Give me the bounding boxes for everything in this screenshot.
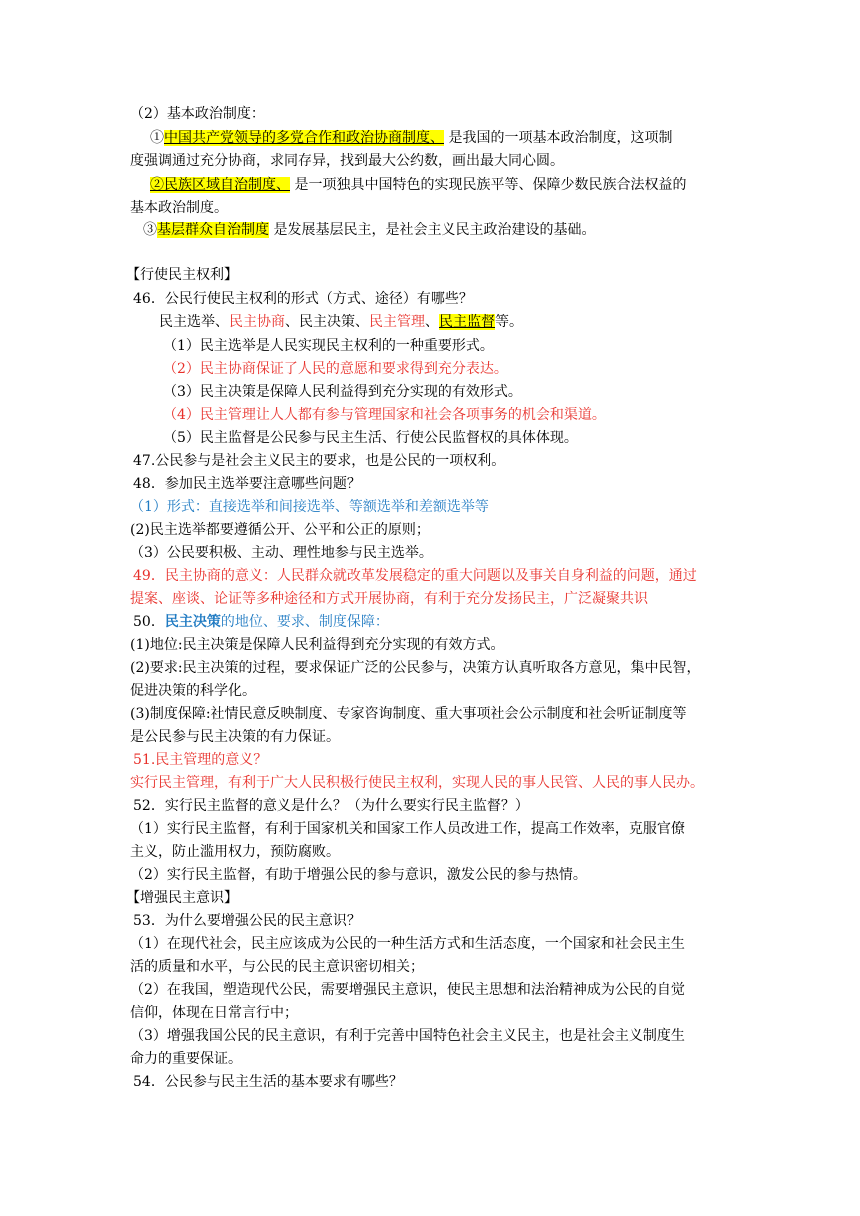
item-number: ③ [143,222,157,238]
answer-53-2-cont: 信仰，体现在日常言行中； [130,1005,298,1021]
question-52: 52．实行民主监督的意义是什么？（为什么要实行民主监督？） [133,798,529,814]
list-item-consultation: （2）民主协商保证了人民的意愿和要求得到充分表达。 [163,361,508,377]
paragraph-continuation: 基本政治制度。 [130,200,228,216]
answer-text: 民主选举、 [159,314,229,330]
highlighted-term: 基层群众自治制度 [157,222,269,238]
question-48: 48．参加民主选举要注意哪些问题？ [133,476,361,492]
question-46: 46．公民行使民主权利的形式（方式、途径）有哪些？ [133,291,473,307]
section-heading-democratic-awareness: 【增强民主意识】 [126,890,238,906]
question-53: 53．为什么要增强公民的民主意识？ [133,913,361,929]
answer-50-requirements: (2)要求:民主决策的过程，要求保证广泛的公民参与，决策方认真听取各方意见，集中民智， [130,660,701,676]
question-51: 51.民主管理的意义？ [133,752,268,768]
answer-53-3-cont: 命力的重要保证。 [130,1051,242,1067]
question-54: 54．公民参与民主生活的基本要求有哪些？ [133,1074,403,1090]
paragraph-grassroots-autonomy [143,220,595,240]
highlighted-term: 民主监督 [439,314,495,330]
paragraph-multiparty-cooperation [150,128,672,148]
answer-52-2: （2）实行民主监督，有助于增强公民的参与意识，激发公民的参与热情。 [130,867,587,883]
answer-52-1-cont: 主义，防止滥用权力，预防腐败。 [130,844,340,860]
statement-49-continuation: 提案、座谈、论证等多种途径和方式开展协商，有利于充分发扬民主，广泛凝聚共识 [130,591,648,607]
answer-50-guarantee-cont: 是公民参与民主决策的有力保证。 [130,729,340,745]
paragraph-text: 是发展基层民主，是社会主义民主政治建设的基础。 [269,222,596,238]
answer-48-participation: （3）公民要积极、主动、理性地参与民主选举。 [130,545,433,561]
answer-53-2: （2）在我国，塑造现代公民，需要增强民主意识，使民主思想和法治精神成为公民的自觉 [130,982,685,998]
bold-term: 民主决策 [164,614,221,630]
answer-50-guarantee: (3)制度保障:社情民意反映制度、专家咨询制度、重大事项社会公示制度和社会听证制度等 [130,706,687,722]
answer-53-3: （3）增强我国公民的民主意识，有利于完善中国特色社会主义民主，也是社会主义制度生 [130,1028,685,1044]
highlighted-term: ②民族区域自治制度、 [150,177,290,193]
answer-text: 、 [425,314,439,330]
paragraph-regional-autonomy [150,175,686,195]
item-number: ① [150,130,164,146]
answer-text: 、民主决策、 [285,314,369,330]
answer-52-1: （1）实行民主监督，有利于国家机关和国家工作人员改进工作，提高工作效率，克服官僚 [130,821,685,837]
section-heading-exercise-rights: 【行使民主权利】 [126,267,238,283]
answer-text: 等。 [495,314,523,330]
answer-text: 民主协商 [229,314,285,330]
subheading-basic-political-system: （2）基本政治制度： [130,106,265,122]
answer-46-forms [159,312,523,332]
paragraph-text: 是一项独具中国特色的实现民族平等、保障少数民族合法权益的 [290,177,687,193]
paragraph-text: 是我国的一项基本政治制度，这项制 [444,130,673,146]
answer-51: 实行民主管理，有利于广大人民积极行使民主权利，实现人民的事人民管、人民的事人民办。 [130,775,704,791]
answer-53-1-cont: 活的质量和水平，与公民的民主意识密切相关； [130,959,424,975]
list-item-election: （1）民主选举是人民实现民主权利的一种重要形式。 [163,338,494,354]
list-item-decision: （3）民主决策是保障人民利益得到充分实现的有效形式。 [163,384,522,400]
answer-50-status: (1)地位:民主决策是保障人民利益得到充分实现的有效方式。 [130,637,505,653]
list-item-supervision: （5）民主监督是公民参与民主生活、行使公民监督权的具体体现。 [163,430,578,446]
list-item-management: （4）民主管理让人人都有参与管理国家和社会各项事务的机会和渠道。 [163,407,606,423]
statement-49: 49．民主协商的意义：人民群众就改革发展稳定的重大问题以及事关自身利益的问题，通过 [133,568,697,584]
paragraph-continuation: 度强调通过充分协商，求同存异，找到最大公约数，画出最大同心圆。 [130,153,564,169]
highlighted-term: 中国共产党领导的多党合作和政治协商制度、 [164,130,444,146]
question-50 [133,612,389,632]
question-text: 的地位、要求、制度保障： [220,614,389,630]
statement-47: 47.公民参与是社会主义民主的要求，也是公民的一项权利。 [133,453,506,469]
answer-48-principles: (2)民主选举都要遵循公开、公平和公正的原则； [130,522,430,538]
answer-53-1: （1）在现代社会，民主应该成为公民的一种生活方式和生活态度，一个国家和社会民主生 [130,936,685,952]
answer-50-requirements-cont: 促进决策的科学化。 [130,683,256,699]
question-number: 50． [133,614,165,630]
answer-48-forms: （1）形式：直接选举和间接选举、等额选举和差额选举等 [130,499,489,515]
answer-text: 民主管理 [369,314,425,330]
